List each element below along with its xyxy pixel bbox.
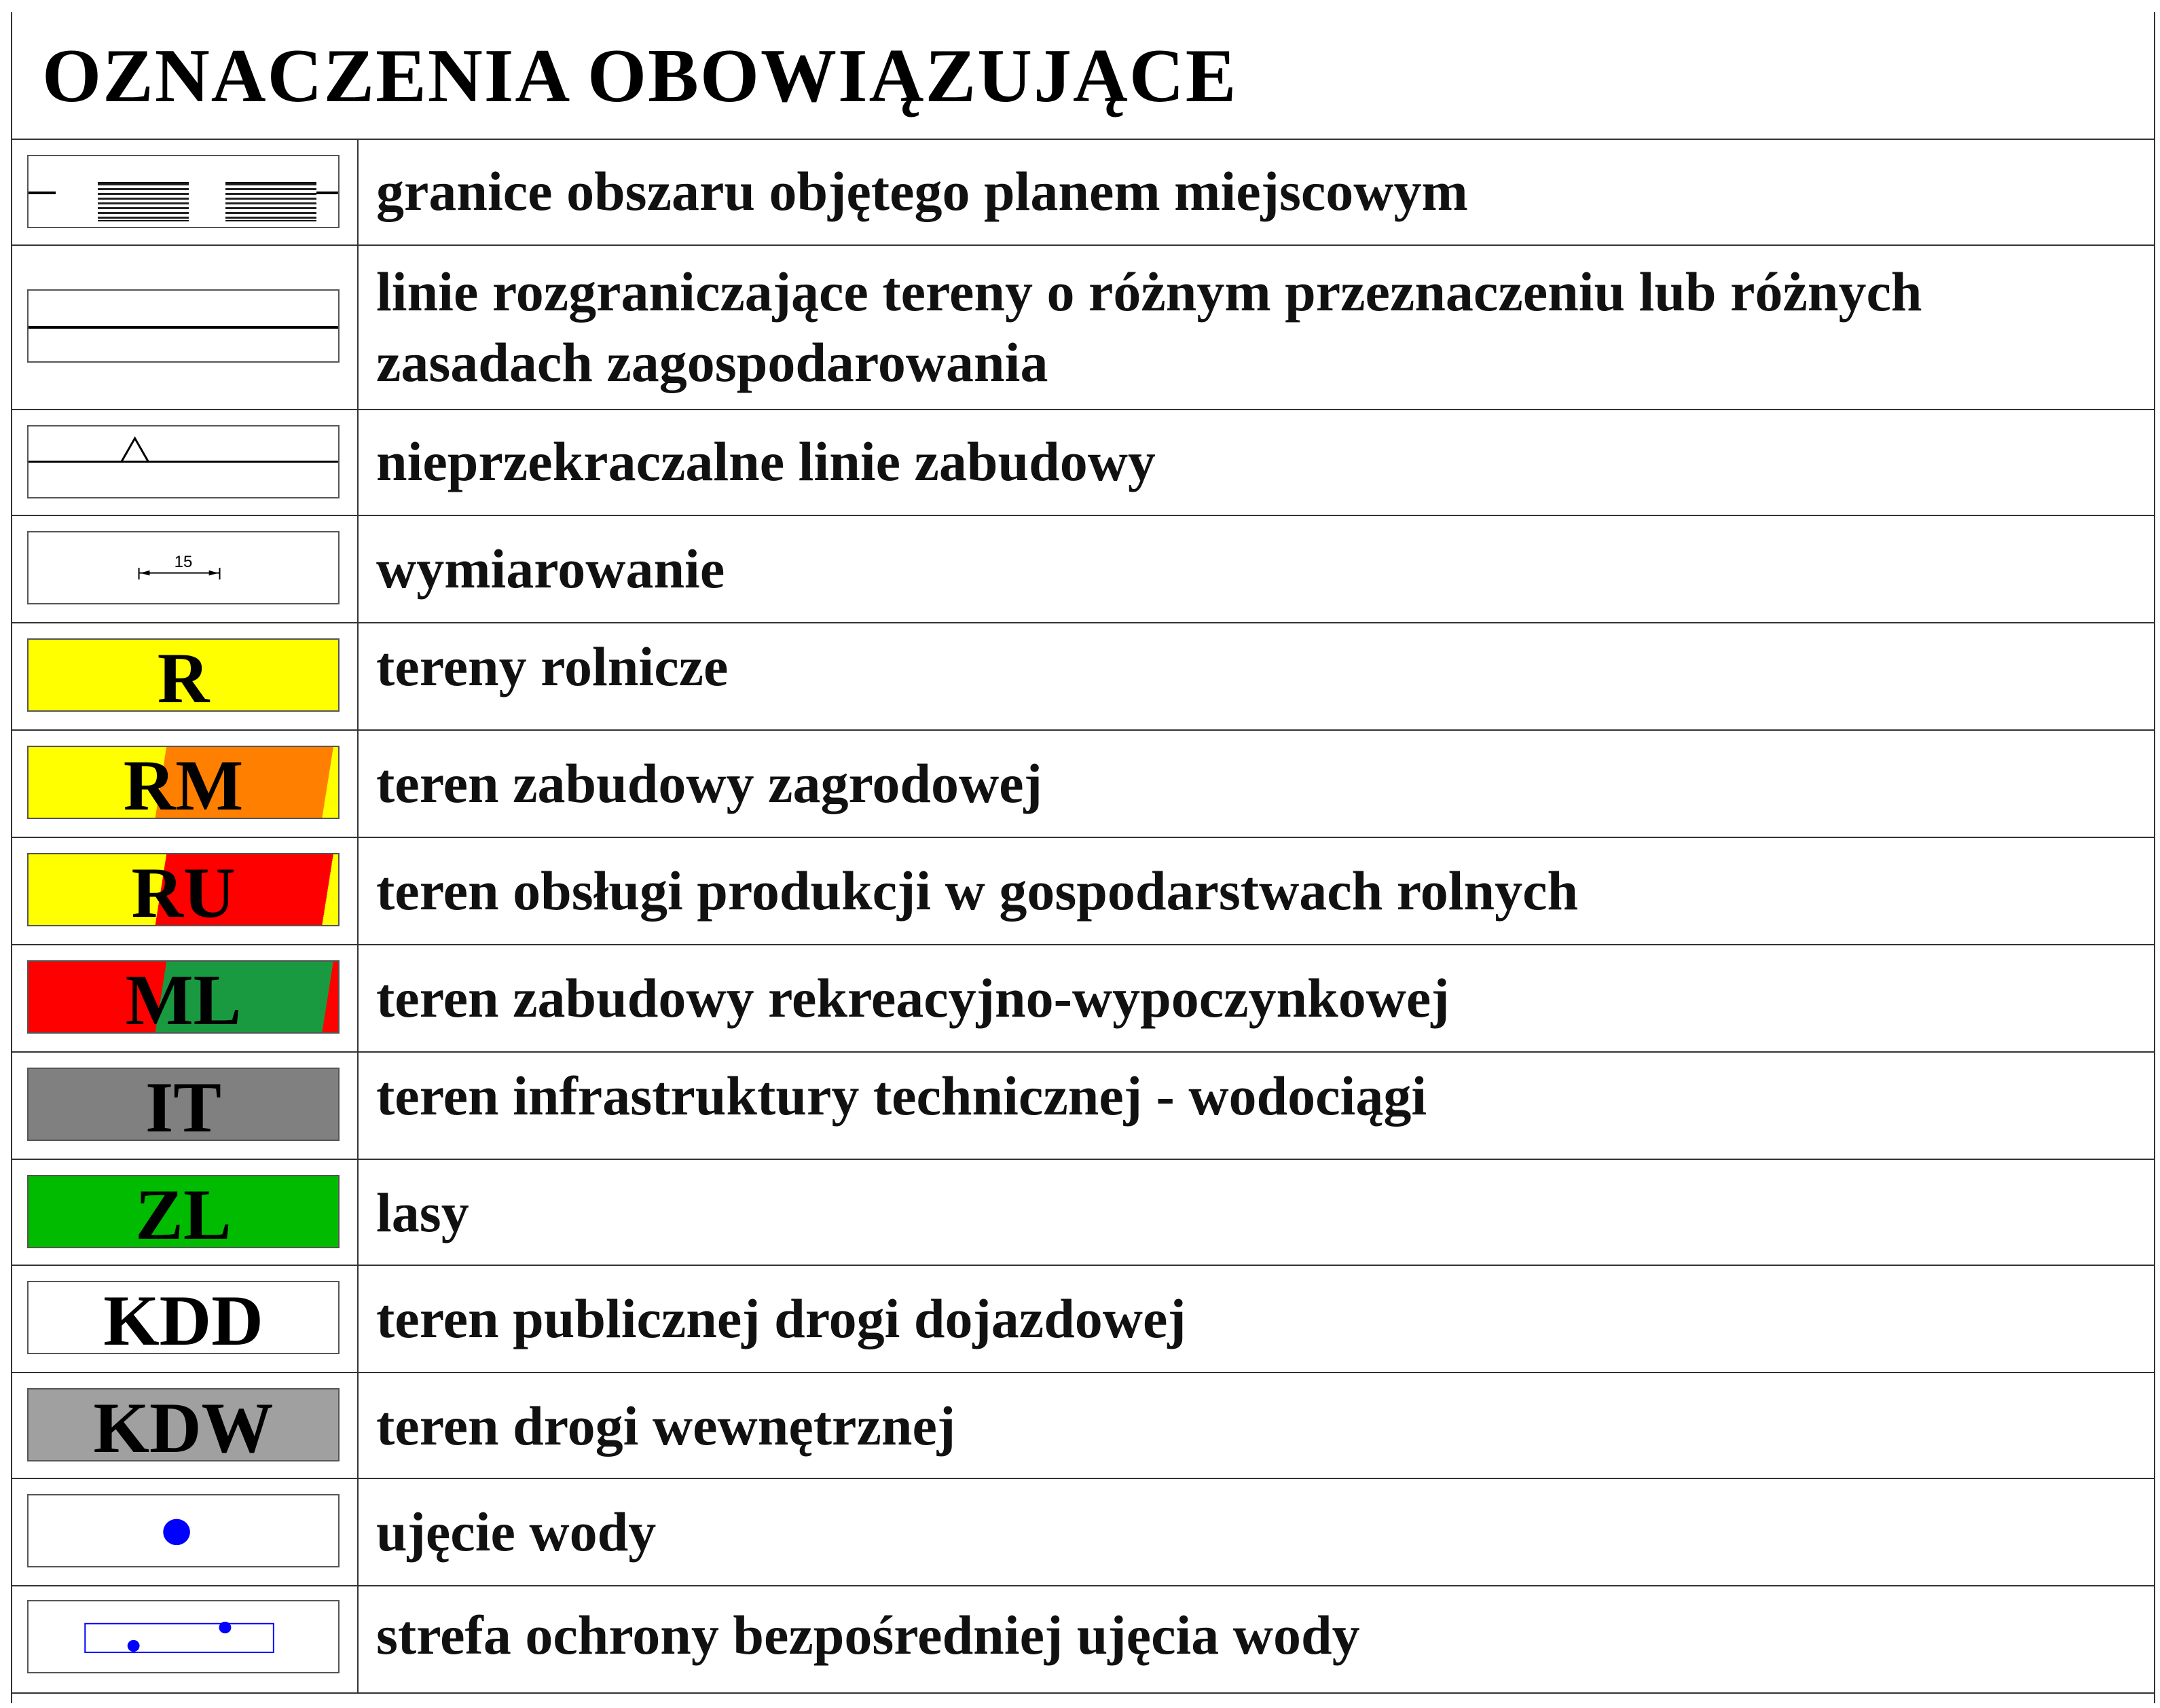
legend-row-plan-boundary: [12, 139, 2154, 246]
legend-row-zl: [12, 1159, 2154, 1266]
legend-row-ml: [12, 944, 2154, 1053]
legend-title: OZNACZENIA OBOWIĄZUJĄCE: [42, 34, 1238, 118]
legend-label: strefa ochrony bezpośredniej ujęcia wody: [376, 1604, 1360, 1666]
symbol-cell: [12, 837, 359, 944]
zone-code: R: [157, 638, 210, 712]
ml-swatch: [27, 960, 340, 1034]
zl-swatch: [27, 1175, 340, 1248]
symbol-cell: [12, 1051, 359, 1159]
r-swatch: [27, 638, 340, 712]
legend-row-kdw: [12, 1372, 2154, 1479]
legend-label: teren drogi wewnętrznej: [376, 1395, 956, 1457]
it-swatch: [27, 1068, 340, 1141]
legend-row-building-lines: [12, 409, 2154, 516]
rm-swatch: [27, 746, 340, 819]
legend-row-r: [12, 622, 2154, 731]
legend-label: linie rozgraniczające tereny o różnym przeznaczeniu lub różnych zasadach zagospodarowania: [376, 261, 1922, 393]
zone-code: KDD: [103, 1281, 263, 1354]
legend-label: teren infrastruktury technicznej - wodociągi: [376, 1065, 1427, 1127]
kdw-swatch: [27, 1388, 340, 1461]
legend-label: teren obsługi produkcji w gospodarstwach rolnych: [376, 860, 1579, 922]
symbol-cell: [12, 1585, 359, 1692]
legend-row-water-intake: [12, 1478, 2154, 1586]
legend-table: [11, 12, 2155, 1703]
zone-code: RM: [123, 746, 244, 819]
legend-row-dimensioning: [12, 515, 2154, 623]
zone-code: ZL: [135, 1175, 232, 1248]
symbol-cell: [12, 244, 359, 409]
zone-code: IT: [145, 1068, 221, 1141]
legend-row-protection-zone: [12, 1585, 2154, 1694]
symbol-cell: [12, 1478, 359, 1585]
ru-swatch: [27, 853, 340, 926]
symbol-cell: [12, 622, 359, 729]
legend-row-ru: [12, 837, 2154, 945]
symbol-cell: [12, 729, 359, 837]
protection-zone-symbol: [27, 1600, 340, 1673]
demarcation-line-symbol: [27, 289, 340, 363]
legend-label: nieprzekraczalne linie zabudowy: [376, 431, 1156, 492]
legend-label: ujęcie wody: [376, 1501, 657, 1563]
legend-label: teren zabudowy rekreacyjno-wypoczynkowej: [376, 967, 1450, 1029]
symbol-cell: [12, 515, 359, 622]
legend-title-row: [12, 12, 2154, 140]
symbol-cell: [12, 944, 359, 1051]
legend-row-demarcation-lines: [12, 244, 2154, 410]
legend-row-kdd: [12, 1265, 2154, 1373]
zone-code: RU: [131, 853, 236, 926]
legend-label: teren zabudowy zagrodowej: [376, 752, 1042, 814]
dimension-symbol: [27, 531, 340, 604]
symbol-cell: [12, 1372, 359, 1478]
plan-boundary-symbol: [27, 155, 340, 228]
legend-label: lasy: [376, 1182, 469, 1243]
legend-label: teren publicznej drogi dojazdowej: [376, 1288, 1186, 1349]
legend-row-it: [12, 1051, 2154, 1160]
dimension-value: 15: [174, 553, 193, 571]
zone-code: ML: [125, 960, 242, 1034]
legend-row-rm: [12, 729, 2154, 838]
legend-label: wymiarowanie: [376, 538, 725, 600]
legend-label: granice obszaru objętego planem miejscowym: [376, 160, 1468, 222]
symbol-cell: [12, 1265, 359, 1372]
legend-label: tereny rolnicze: [376, 636, 729, 697]
kdd-swatch: [27, 1281, 340, 1354]
zone-code: KDW: [93, 1388, 274, 1461]
symbol-cell: [12, 409, 359, 515]
water-intake-symbol: [27, 1494, 340, 1567]
symbol-cell: [12, 139, 359, 244]
water-intake-dot-icon: [163, 1519, 190, 1546]
building-line-symbol: [27, 425, 340, 498]
symbol-cell: [12, 1159, 359, 1265]
